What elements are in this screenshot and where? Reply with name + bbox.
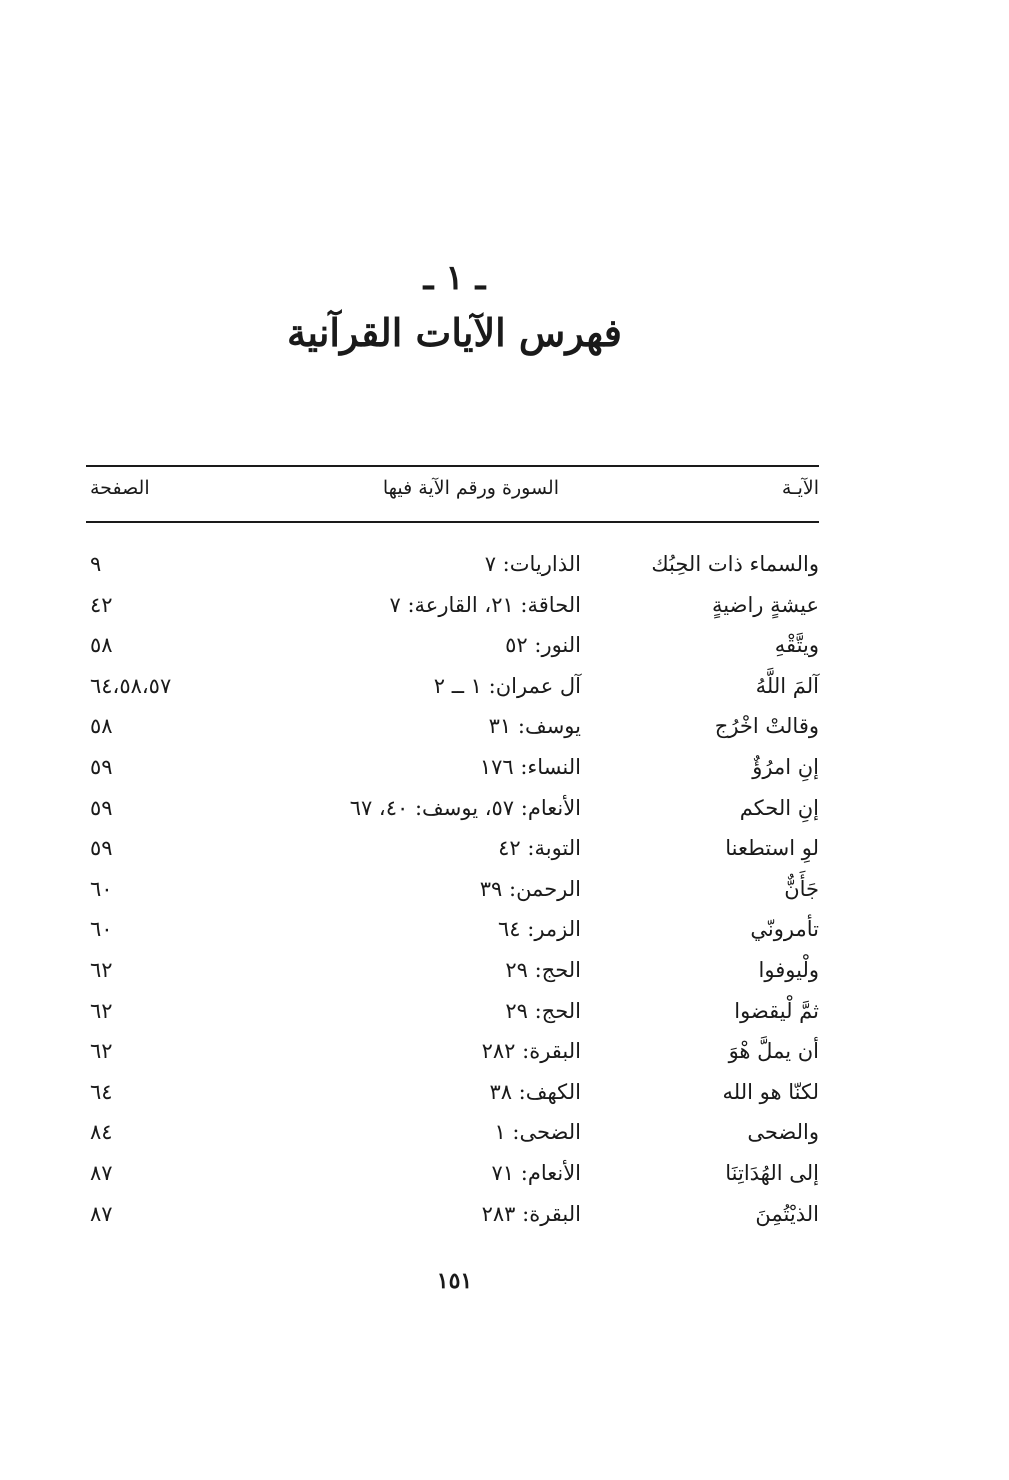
page-number: ١٥١ bbox=[436, 1268, 473, 1294]
page-cell: ٤٢ bbox=[90, 592, 113, 617]
surah-cell: النساء: ١٧٦ bbox=[479, 754, 581, 779]
table-row bbox=[86, 1080, 819, 1121]
table-row bbox=[86, 633, 819, 674]
page-cell: ٦٠ bbox=[90, 917, 113, 942]
page-cell: ٨٤ bbox=[90, 1120, 113, 1145]
verse-cell: ويتَّقْهِ bbox=[774, 633, 819, 658]
page-cell: ٥٨ bbox=[90, 714, 113, 739]
surah-cell: آل عمران: ١ ــ ٢ bbox=[433, 673, 581, 698]
page-cell: ٩ bbox=[90, 552, 102, 576]
index-table-body bbox=[86, 552, 819, 1242]
table-row bbox=[86, 1161, 819, 1202]
page-cell: ٦٤،٥٨،٥٧ bbox=[90, 673, 172, 698]
table-header-rule bbox=[86, 521, 819, 523]
page-cell: ٦٢ bbox=[90, 998, 113, 1023]
verse-cell: ولْيوفوا bbox=[758, 957, 819, 982]
table-row bbox=[86, 593, 819, 634]
table-top-rule bbox=[86, 465, 819, 467]
table-row bbox=[86, 674, 819, 715]
surah-cell: النور: ٥٢ bbox=[505, 633, 581, 658]
page-cell: ٥٨ bbox=[90, 633, 113, 658]
verse-cell: الذيْتُمِنَ bbox=[755, 1201, 819, 1226]
verse-cell: لكنّا هو الله bbox=[722, 1079, 819, 1104]
page-cell: ٦٢ bbox=[90, 957, 113, 982]
table-row bbox=[86, 958, 819, 999]
table-row bbox=[86, 999, 819, 1040]
verse-cell: إنِ امرُؤٌ bbox=[752, 754, 819, 779]
table-row bbox=[86, 1120, 819, 1161]
table-row bbox=[86, 1039, 819, 1080]
verse-cell: والضحى bbox=[747, 1120, 819, 1145]
page-cell: ٥٩ bbox=[90, 795, 113, 820]
verse-cell: آلمَ اللَّهُ bbox=[755, 673, 819, 698]
verse-cell: أن يملَّ هْوَ bbox=[728, 1039, 819, 1064]
page-cell: ٥٩ bbox=[90, 836, 113, 861]
surah-cell: الأنعام: ٧١ bbox=[491, 1160, 581, 1185]
table-row bbox=[86, 917, 819, 958]
table-row bbox=[86, 796, 819, 837]
verse-cell: إلى الهُدَاتِنَا bbox=[725, 1160, 819, 1185]
verse-cell: جَأَنٌّ bbox=[784, 876, 819, 901]
verse-cell: عيشةٍ راضيةٍ bbox=[712, 592, 819, 617]
header-verse: الآيـة bbox=[781, 477, 819, 499]
surah-cell: الأنعام: ٥٧، يوسف: ٤٠، ٦٧ bbox=[349, 795, 581, 820]
surah-cell: البقرة: ٢٨٣ bbox=[481, 1201, 581, 1226]
header-surah: السورة ورقم الآية فيها bbox=[382, 477, 559, 499]
table-row bbox=[86, 1202, 819, 1243]
surah-cell: الزمر: ٦٤ bbox=[498, 917, 581, 942]
page-cell: ٨٧ bbox=[90, 1160, 113, 1185]
table-row bbox=[86, 755, 819, 796]
surah-cell: التوبة: ٤٢ bbox=[498, 836, 581, 861]
page-title: فهرس الآيات القرآنية bbox=[287, 310, 622, 355]
surah-cell: الذاريات: ٧ bbox=[484, 552, 581, 576]
surah-cell: الكهف: ٣٨ bbox=[489, 1079, 581, 1104]
surah-cell: يوسف: ٣١ bbox=[488, 714, 581, 739]
table-row bbox=[86, 552, 819, 593]
section-number: ـ ١ ـ bbox=[423, 258, 486, 298]
surah-cell: الحاقة: ٢١، القارعة: ٧ bbox=[389, 592, 581, 617]
surah-cell: الحج: ٢٩ bbox=[505, 957, 581, 982]
surah-cell: الرحمن: ٣٩ bbox=[479, 876, 581, 901]
page-cell: ٦٤ bbox=[90, 1079, 113, 1104]
verse-cell: ثمَّ لْيقضوا bbox=[734, 998, 819, 1023]
table-row bbox=[86, 836, 819, 877]
verse-cell: لوِ استطعنا bbox=[725, 836, 819, 861]
page-cell: ٦٠ bbox=[90, 876, 113, 901]
page-cell: ٨٧ bbox=[90, 1201, 113, 1226]
table-header bbox=[86, 477, 819, 507]
surah-cell: الضحى: ١ bbox=[494, 1120, 581, 1145]
surah-cell: الحج: ٢٩ bbox=[505, 998, 581, 1023]
header-page: الصفحة bbox=[90, 477, 150, 499]
table-row bbox=[86, 714, 819, 755]
verse-cell: وقالتْ اخْرُج bbox=[714, 714, 819, 739]
surah-cell: البقرة: ٢٨٢ bbox=[481, 1039, 581, 1064]
verse-cell: والسماء ذات الحِبُك bbox=[651, 552, 819, 576]
verse-cell: تأمرونّي bbox=[750, 917, 819, 942]
page-cell: ٥٩ bbox=[90, 754, 113, 779]
verse-cell: إنِ الحكم bbox=[739, 795, 819, 820]
table-row bbox=[86, 877, 819, 918]
page-cell: ٦٢ bbox=[90, 1039, 113, 1064]
